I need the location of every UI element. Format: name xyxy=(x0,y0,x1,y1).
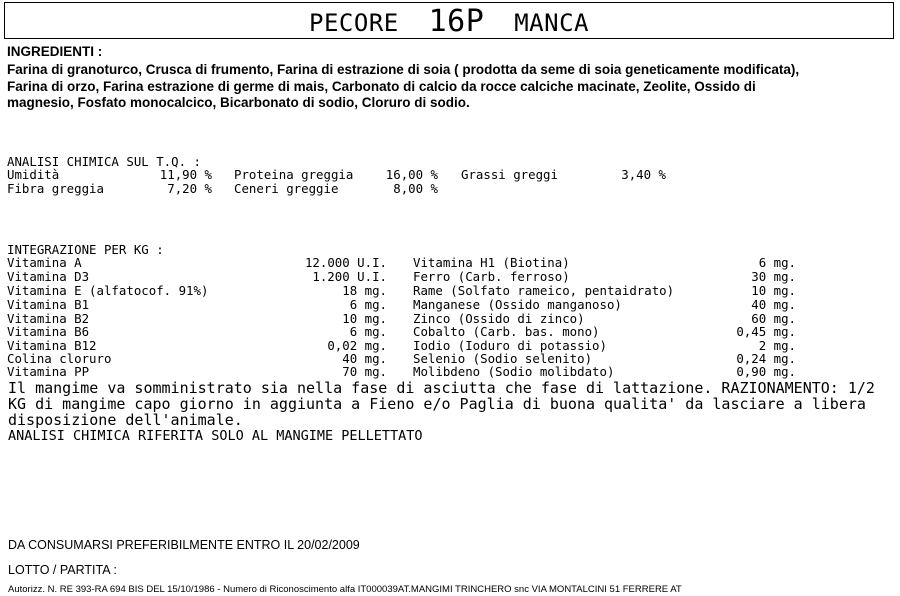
analysis-heading: ANALISI CHIMICA SUL T.Q. : xyxy=(7,154,201,169)
integration-left-value: 0,02 mg. xyxy=(327,338,387,353)
integration-heading: INTEGRAZIONE PER KG : xyxy=(7,242,164,257)
analysis-label: Umidità xyxy=(7,167,60,182)
integration-left-value: 6 mg. xyxy=(349,297,387,312)
analysis-label: Proteina greggia xyxy=(234,167,354,182)
ingredients-line: magnesio, Fosfato monocalcico, Bicarbonato di sodio, Cloruro di sodio. xyxy=(7,95,470,110)
integration-left-name: Vitamina B2 xyxy=(7,311,90,326)
integration-left-value: 1.200 U.I. xyxy=(312,269,387,284)
lot-label: LOTTO / PARTITA : xyxy=(8,563,117,577)
usage-note-line: Il mangime va somministrato sia nella fase di asciutta che fase di lattazione. RAZIONAMENTO: 1/2 xyxy=(8,379,875,397)
title-number: 16P xyxy=(428,4,485,39)
integration-right-value: 0,45 mg. xyxy=(736,324,796,339)
authorization-text: Autorizz. N. RE 393-RA 694 BIS DEL 15/10/1986 - Numero di Riconoscimento alfa IT000039AT.MANGIMI TRINCHERO snc VIA MONTALCINI 51 FERRERE AT xyxy=(8,584,682,595)
analysis-label: Fibra greggia xyxy=(7,181,104,196)
product-title xyxy=(4,2,894,39)
title-right: MANCA xyxy=(514,9,589,37)
integration-right-name: Rame (Solfato rameico, pentaidrato) xyxy=(413,283,675,298)
integration-right-value: 2 mg. xyxy=(758,338,796,353)
ingredients-line: Farina di granoturco, Crusca di frumento, Farina di estrazione di soia ( prodotta da seme di soia geneticamente modificata), xyxy=(7,62,800,77)
integration-right-value: 0,24 mg. xyxy=(736,351,796,366)
integration-right-value: 6 mg. xyxy=(758,255,796,270)
integration-row xyxy=(0,256,900,270)
integration-row xyxy=(0,298,900,312)
analysis-value: 16,00 % xyxy=(385,167,438,182)
integration-left-value: 12.000 U.I. xyxy=(304,255,387,270)
analysis-label: Grassi greggi xyxy=(461,167,558,182)
analysis-label: Ceneri greggie xyxy=(234,181,339,196)
integration-right-name: Selenio (Sodio selenito) xyxy=(413,351,593,366)
analysis-value: 3,40 % xyxy=(621,167,666,182)
title-left: PECORE xyxy=(309,9,399,37)
usage-note xyxy=(8,380,898,428)
usage-note-line: disposizione dell'animale. xyxy=(8,411,243,429)
integration-row xyxy=(0,365,900,379)
ingredients-line: Farina di orzo, Farina estrazione di germe di mais, Carbonato di calcio da rocce calciche macinate, Zeolite, Ossido di xyxy=(7,78,756,94)
integration-right-value: 30 mg. xyxy=(751,269,796,284)
integration-right-value: 60 mg. xyxy=(751,311,796,326)
integration-right-name: Zinco (Ossido di zinco) xyxy=(413,311,585,326)
integration-right-value: 40 mg. xyxy=(751,297,796,312)
integration-right-name: Ferro (Carb. ferroso) xyxy=(413,269,570,284)
integration-left-name: Vitamina D3 xyxy=(7,269,90,284)
integration-right-name: Vitamina H1 (Biotina) xyxy=(413,255,570,270)
analysis-row xyxy=(0,168,900,182)
analysis-value: 8,00 % xyxy=(393,181,438,196)
integration-right-value: 0,90 mg. xyxy=(736,364,796,379)
ingredients-text xyxy=(7,62,892,112)
integration-left-value: 6 mg. xyxy=(349,324,387,339)
integration-right-name: Cobalto (Carb. bas. mono) xyxy=(413,324,600,339)
usage-note-line: KG di mangime capo giorno in aggiunta a Fieno e/o Paglia di buona qualita' da lasciare a libera xyxy=(8,395,866,413)
integration-left-name: Vitamina E (alfatocof. 91%) xyxy=(7,283,209,298)
integration-left-value: 18 mg. xyxy=(342,283,387,298)
integration-left-name: Colina cloruro xyxy=(7,351,112,366)
analysis-value: 7,20 % xyxy=(167,181,212,196)
ingredients-heading: INGREDIENTI : xyxy=(7,44,103,59)
integration-left-value: 40 mg. xyxy=(342,351,387,366)
integration-left-value: 10 mg. xyxy=(342,311,387,326)
integration-right-name: Manganese (Ossido manganoso) xyxy=(413,297,622,312)
integration-right-name: Iodio (Ioduro di potassio) xyxy=(413,338,607,353)
analysis-value: 11,90 % xyxy=(159,167,212,182)
integration-left-name: Vitamina B6 xyxy=(7,324,90,339)
integration-left-name: Vitamina B1 xyxy=(7,297,90,312)
analysis-row xyxy=(0,182,900,196)
integration-row xyxy=(0,325,900,339)
integration-right-value: 10 mg. xyxy=(751,283,796,298)
analysis-note: ANALISI CHIMICA RIFERITA SOLO AL MANGIME PELLETTATO xyxy=(8,428,423,444)
integration-left-name: Vitamina PP xyxy=(7,364,90,379)
integration-row xyxy=(0,284,900,298)
integration-left-name: Vitamina A xyxy=(7,255,82,270)
integration-left-value: 70 mg. xyxy=(342,364,387,379)
integration-left-name: Vitamina B12 xyxy=(7,338,97,353)
integration-row xyxy=(0,270,900,284)
expiry-date: DA CONSUMARSI PREFERIBILMENTE ENTRO IL 20/02/2009 xyxy=(8,538,360,552)
integration-right-name: Molibdeno (Sodio molibdato) xyxy=(413,364,615,379)
